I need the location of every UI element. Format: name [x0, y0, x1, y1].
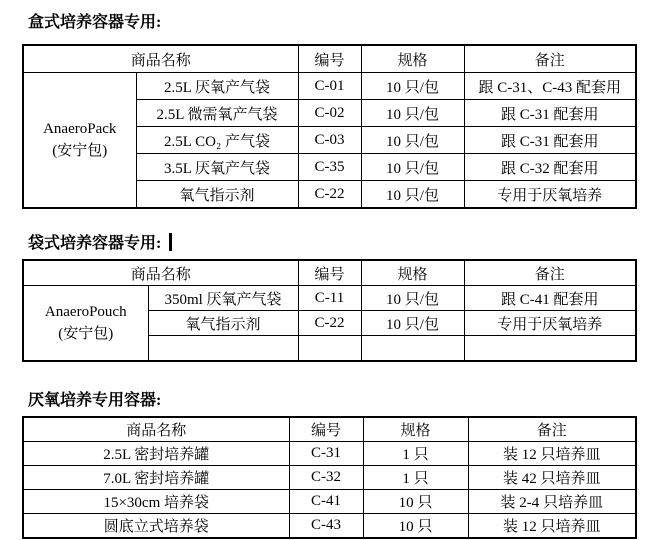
cell-product-name: 氧气指示剂 — [136, 181, 298, 209]
table-row — [23, 286, 636, 311]
section-heading-text: 盒式培养容器专用: — [28, 14, 162, 31]
cell-code: C-43 — [289, 514, 363, 539]
group-cell — [23, 286, 148, 362]
section-heading — [22, 233, 637, 255]
cell-product-name: 2.5L CO₂ 产气袋 — [136, 127, 298, 154]
cell-note: 跟 C-31 配套用 — [464, 100, 636, 127]
cell-spec: 1 只 — [363, 466, 468, 490]
header-cell-spec: 规格 — [361, 260, 464, 286]
cell-spec: 10 只/包 — [361, 73, 464, 100]
cell-spec: 10 只/包 — [361, 286, 464, 311]
group-alias: (安宁包) — [52, 143, 108, 159]
section-heading — [22, 12, 637, 34]
header-cell-note: 备注 — [468, 417, 636, 442]
cell-product-name: 3.5L 厌氧产气袋 — [136, 154, 298, 181]
cell-note: 装 12 只培养皿 — [468, 514, 636, 539]
group-cell — [23, 73, 136, 209]
header-cell-code: 编号 — [298, 45, 361, 73]
header-cell-spec: 规格 — [363, 417, 468, 442]
header-cell-code: 编号 — [289, 417, 363, 442]
product-table-bag-type — [22, 259, 637, 362]
cell-note: 装 42 只培养皿 — [468, 466, 636, 490]
cell-product-name: 2.5L 微需氧产气袋 — [136, 100, 298, 127]
cell-note — [464, 336, 636, 362]
cell-code: C-35 — [298, 154, 361, 181]
product-table-box-type — [22, 44, 637, 209]
cell-note: 专用于厌氧培养 — [464, 181, 636, 209]
cell-note: 跟 C-32 配套用 — [464, 154, 636, 181]
cell-spec: 10 只 — [363, 490, 468, 514]
section-box-type — [22, 12, 637, 209]
cell-note: 跟 C-31 配套用 — [464, 127, 636, 154]
table-row — [23, 490, 636, 514]
cell-code: C-22 — [298, 311, 361, 336]
header-cell-note: 备注 — [464, 260, 636, 286]
cell-product-name: 氧气指示剂 — [148, 311, 298, 336]
table-row — [23, 442, 636, 466]
group-alias: (安宁包) — [58, 326, 114, 342]
cell-spec: 10 只/包 — [361, 311, 464, 336]
cell-spec: 10 只/包 — [361, 154, 464, 181]
cell-spec: 10 只 — [363, 514, 468, 539]
table-row — [23, 466, 636, 490]
cell-code: C-22 — [298, 181, 361, 209]
cell-code: C-01 — [298, 73, 361, 100]
cell-product-name — [148, 336, 298, 362]
cell-note: 装 2-4 只培养皿 — [468, 490, 636, 514]
cell-spec — [361, 336, 464, 362]
cell-spec: 10 只/包 — [361, 127, 464, 154]
header-cell-product-name: 商品名称 — [23, 45, 298, 73]
cell-code: C-03 — [298, 127, 361, 154]
header-cell-product-name: 商品名称 — [23, 260, 298, 286]
table-header-row — [23, 417, 636, 442]
cell-product-name: 7.0L 密封培养罐 — [23, 466, 289, 490]
cell-product-name: 350ml 厌氧产气袋 — [148, 286, 298, 311]
cell-code — [298, 336, 361, 362]
section-heading-text: 厌氧培养专用容器: — [28, 392, 162, 409]
cell-product-name: 2.5L 密封培养罐 — [23, 442, 289, 466]
cell-product-name: 2.5L 厌氧产气袋 — [136, 73, 298, 100]
cell-code: C-41 — [289, 490, 363, 514]
cell-spec: 10 只/包 — [361, 100, 464, 127]
table-header-row — [23, 45, 636, 73]
cell-note: 跟 C-41 配套用 — [464, 286, 636, 311]
table-row — [23, 73, 636, 100]
table-row — [23, 514, 636, 539]
cell-product-name: 圆底立式培养袋 — [23, 514, 289, 539]
group-name: AnaeroPack — [43, 121, 117, 137]
section-heading — [22, 390, 637, 412]
product-table-anaerobic — [22, 416, 637, 539]
cell-note: 专用于厌氧培养 — [464, 311, 636, 336]
header-cell-spec: 规格 — [361, 45, 464, 73]
cell-spec: 1 只 — [363, 442, 468, 466]
cell-code: C-02 — [298, 100, 361, 127]
text-cursor — [169, 233, 172, 251]
cell-product-name: 15×30cm 培养袋 — [23, 490, 289, 514]
cell-code: C-32 — [289, 466, 363, 490]
cell-code: C-11 — [298, 286, 361, 311]
table-header-row — [23, 260, 636, 286]
cell-note: 装 12 只培养皿 — [468, 442, 636, 466]
header-cell-product-name: 商品名称 — [23, 417, 289, 442]
section-heading-text: 袋式培养容器专用: — [28, 235, 162, 252]
group-name: AnaeroPouch — [44, 304, 127, 320]
section-anaerobic-containers — [22, 390, 637, 539]
header-cell-note: 备注 — [464, 45, 636, 73]
cell-code: C-31 — [289, 442, 363, 466]
header-cell-code: 编号 — [298, 260, 361, 286]
section-bag-type — [22, 233, 637, 362]
cell-spec: 10 只/包 — [361, 181, 464, 209]
cell-note: 跟 C-31、C-43 配套用 — [464, 73, 636, 100]
